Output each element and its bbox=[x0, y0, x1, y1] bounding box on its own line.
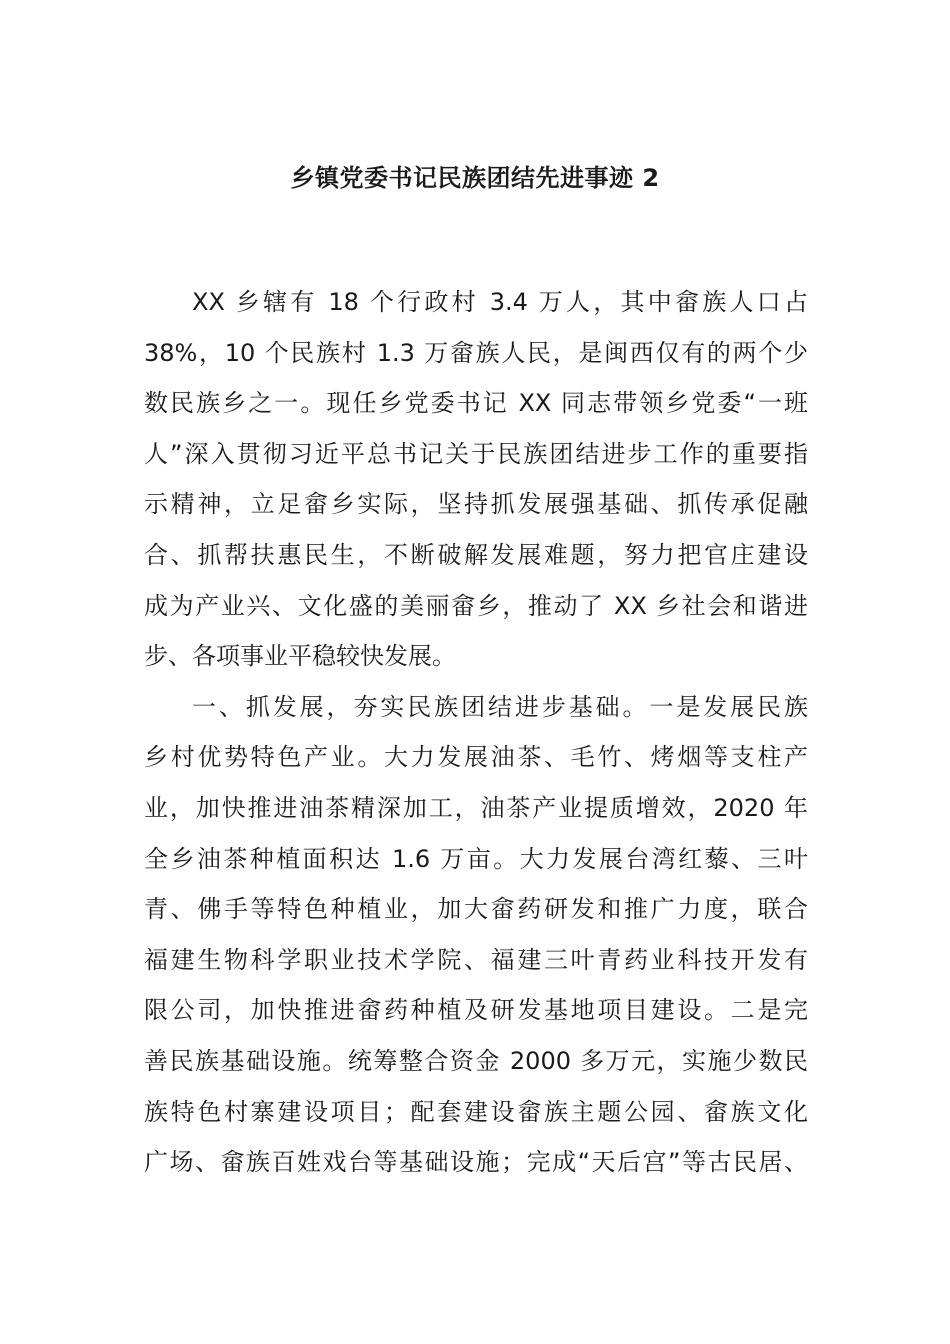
text-line: 38%，10 个民族村 1.3 万畲族人民，是闽西仅有的两个少 bbox=[144, 338, 808, 367]
text-line: 业，加快推进油茶精深加工，油茶产业提质增效，2020 年 bbox=[144, 793, 808, 822]
text-line: 示精神，立足畲乡实际，坚持抓发展强基础、抓传承促融 bbox=[144, 490, 808, 519]
text-line: 合、抓帮扶惠民生，不断破解发展难题，努力把官庄建设 bbox=[144, 540, 808, 569]
text-line: XX 乡辖有 18 个行政村 3.4 万人，其中畲族人口占 bbox=[192, 288, 808, 316]
text-line: 全乡油茶种植面积达 1.6 万亩。大力发展台湾红藜、三叶 bbox=[144, 844, 808, 873]
document-title: 乡镇党委书记民族团结先进事迹 2 bbox=[290, 164, 660, 192]
text-line: 族特色村寨建设项目；配套建设畲族主题公园、畲族文化 bbox=[144, 1097, 808, 1126]
document-body bbox=[144, 282, 808, 1193]
text-line: 步、各项事业平稳较快发展。 bbox=[144, 642, 456, 671]
text-line: 数民族乡之一。现任乡党委书记 XX 同志带领乡党委“一班 bbox=[144, 389, 808, 418]
text-line: 乡村优势特色产业。大力发展油茶、毛竹、烤烟等支柱产 bbox=[144, 743, 808, 772]
text-line: 限公司，加快推进畲药种植及研发基地项目建设。二是完 bbox=[144, 996, 808, 1025]
text-line: 广场、畲族百姓戏台等基础设施；完成“天后宫”等古民居、 bbox=[144, 1148, 808, 1177]
text-line: 一、抓发展，夯实民族团结进步基础。一是发展民族 bbox=[192, 692, 808, 721]
text-line: 人”深入贯彻习近平总书记关于民族团结进步工作的重要指 bbox=[144, 439, 808, 468]
text-line: 青、佛手等特色种植业，加大畲药研发和推广力度，联合 bbox=[144, 895, 808, 924]
text-line: 福建生物科学职业技术学院、福建三叶青药业科技开发有 bbox=[144, 945, 808, 974]
paragraph-2 bbox=[144, 687, 808, 1193]
text-line: 善民族基础设施。统筹整合资金 2000 多万元，实施少数民 bbox=[144, 1046, 808, 1075]
text-line: 成为产业兴、文化盛的美丽畲乡，推动了 XX 乡社会和谐进 bbox=[144, 591, 808, 620]
paragraph-1 bbox=[144, 282, 808, 687]
